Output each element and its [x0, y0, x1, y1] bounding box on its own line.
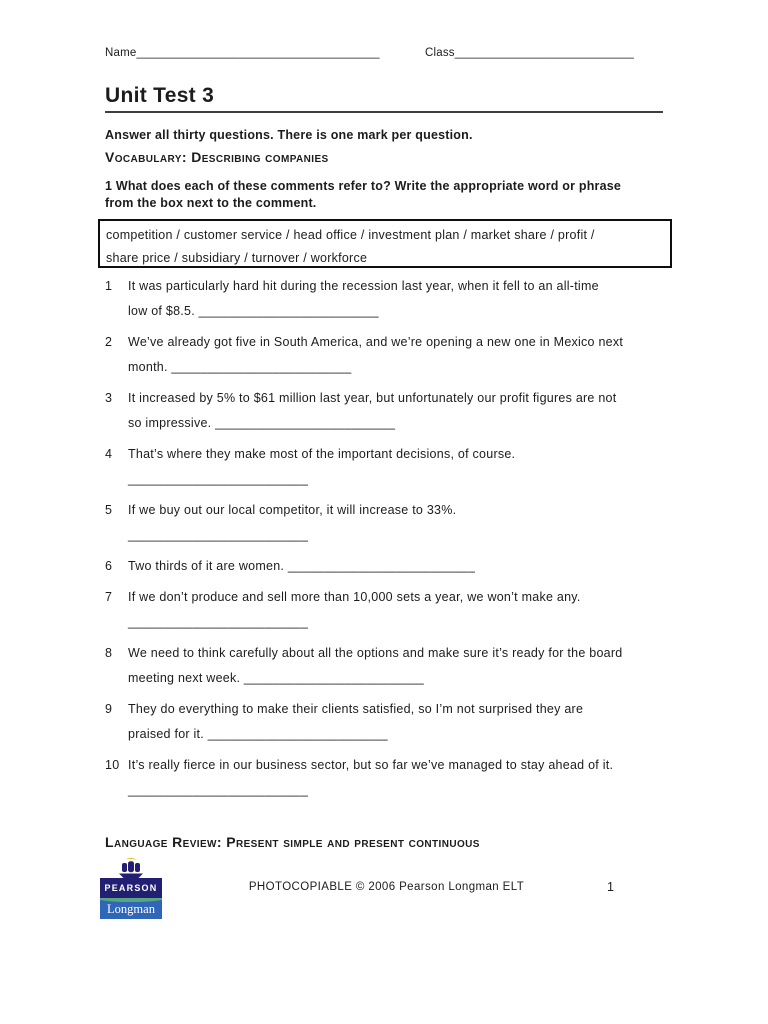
question-item: [105, 498, 670, 548]
question-lines: [128, 330, 670, 380]
question-text-line: We need to think carefully about all the options and make sure it’s ready for the board: [128, 646, 623, 660]
question-text-line: It’s really fierce in our business sector, but so far we’ve managed to stay ahead of it.: [128, 758, 614, 772]
name-blank-line: ______________________________________: [136, 47, 380, 59]
question-lines: [128, 274, 670, 324]
question-number: 1: [105, 279, 113, 293]
question-number: 9: [105, 702, 113, 716]
question-text-line: If we don’t produce and sell more than 10,000 sets a year, we won’t make any.: [128, 590, 581, 604]
page-title: Unit Test 3: [105, 84, 215, 107]
question-text-line: low of $8.5. _________________________: [128, 304, 379, 318]
class-label: Class: [425, 47, 455, 59]
section-heading-language-review: Language Review: Present simple and present continuous: [105, 834, 480, 850]
question-text-line: It was particularly hard hit during the recession last year, when it fell to an all-time: [128, 279, 599, 293]
logo-pearson-text: PEARSON: [100, 878, 162, 898]
question-lines: [128, 498, 670, 548]
question-item: [105, 386, 670, 436]
exercise-prompt-line: 1 What does each of these comments refer to? Write the appropriate word or phrase: [105, 179, 622, 193]
question-lines: [128, 386, 670, 436]
class-blank-line: ____________________________: [454, 47, 634, 59]
word-bank-line: competition / customer service / head office / investment plan / market share / profit /: [106, 228, 595, 242]
pearson-longman-logo: [100, 856, 162, 919]
question-item: [105, 641, 670, 691]
question-lines: [128, 753, 670, 803]
logo-longman-band: [100, 898, 162, 919]
question-number: 4: [105, 447, 113, 461]
question-lines: [128, 641, 670, 691]
word-bank-line: share price / subsidiary / turnover / workforce: [106, 251, 368, 265]
question-text-line: so impressive. _________________________: [128, 416, 396, 430]
section-heading-vocabulary: Vocabulary: Describing companies: [105, 149, 329, 165]
ship-icon: [100, 856, 162, 878]
question-item: [105, 330, 670, 380]
question-number: 3: [105, 391, 113, 405]
name-label: Name: [105, 47, 137, 59]
question-lines: [128, 554, 670, 579]
question-number: 5: [105, 503, 113, 517]
question-text-line: praised for it. _________________________: [128, 727, 388, 741]
exercise-prompt: [105, 178, 680, 212]
question-item: [105, 585, 670, 635]
question-text-line: We’ve already got five in South America, and we’re opening a new one in Mexico next: [128, 335, 624, 349]
question-number: 6: [105, 559, 113, 573]
class-line: [425, 47, 634, 59]
questions-list: [105, 274, 670, 809]
question-item: [105, 442, 670, 492]
question-number: 2: [105, 335, 113, 349]
answer-blank: _________________________: [128, 615, 309, 629]
question-number: 7: [105, 590, 113, 604]
question-item: [105, 554, 670, 579]
page-number: 1: [607, 880, 614, 894]
question-text-line: If we buy out our local competitor, it will increase to 33%.: [128, 503, 457, 517]
footer-photocopiable-text: PHOTOCOPIABLE © 2006 Pearson Longman ELT: [248, 881, 525, 893]
answer-blank: _________________________: [128, 472, 309, 486]
question-number: 8: [105, 646, 113, 660]
question-lines: [128, 585, 670, 635]
question-text-line: They do everything to make their clients satisfied, so I’m not surprised they are: [128, 702, 584, 716]
answer-blank: _________________________: [128, 783, 309, 797]
question-item: [105, 274, 670, 324]
question-lines: [128, 697, 670, 747]
question-number: 10: [105, 758, 120, 772]
exercise-prompt-line: from the box next to the comment.: [105, 196, 317, 210]
question-text-line: It increased by 5% to $61 million last year, but unfortunately our profit figures are not: [128, 391, 617, 405]
logo-longman-text: Longman: [107, 902, 155, 916]
question-lines: [128, 442, 670, 492]
title-rule: [105, 111, 663, 113]
question-text-line: month. _________________________: [128, 360, 352, 374]
answer-blank: _________________________: [128, 528, 309, 542]
question-text-line: Two thirds of it are women. __________________________: [128, 559, 476, 573]
name-line: [105, 47, 380, 59]
instructions-text: Answer all thirty questions. There is one mark per question.: [105, 128, 473, 142]
question-item: [105, 753, 670, 803]
question-text-line: meeting next week. _________________________: [128, 671, 424, 685]
question-text-line: That’s where they make most of the important decisions, of course.: [128, 447, 516, 461]
word-bank-box: [98, 219, 672, 268]
question-item: [105, 697, 670, 747]
